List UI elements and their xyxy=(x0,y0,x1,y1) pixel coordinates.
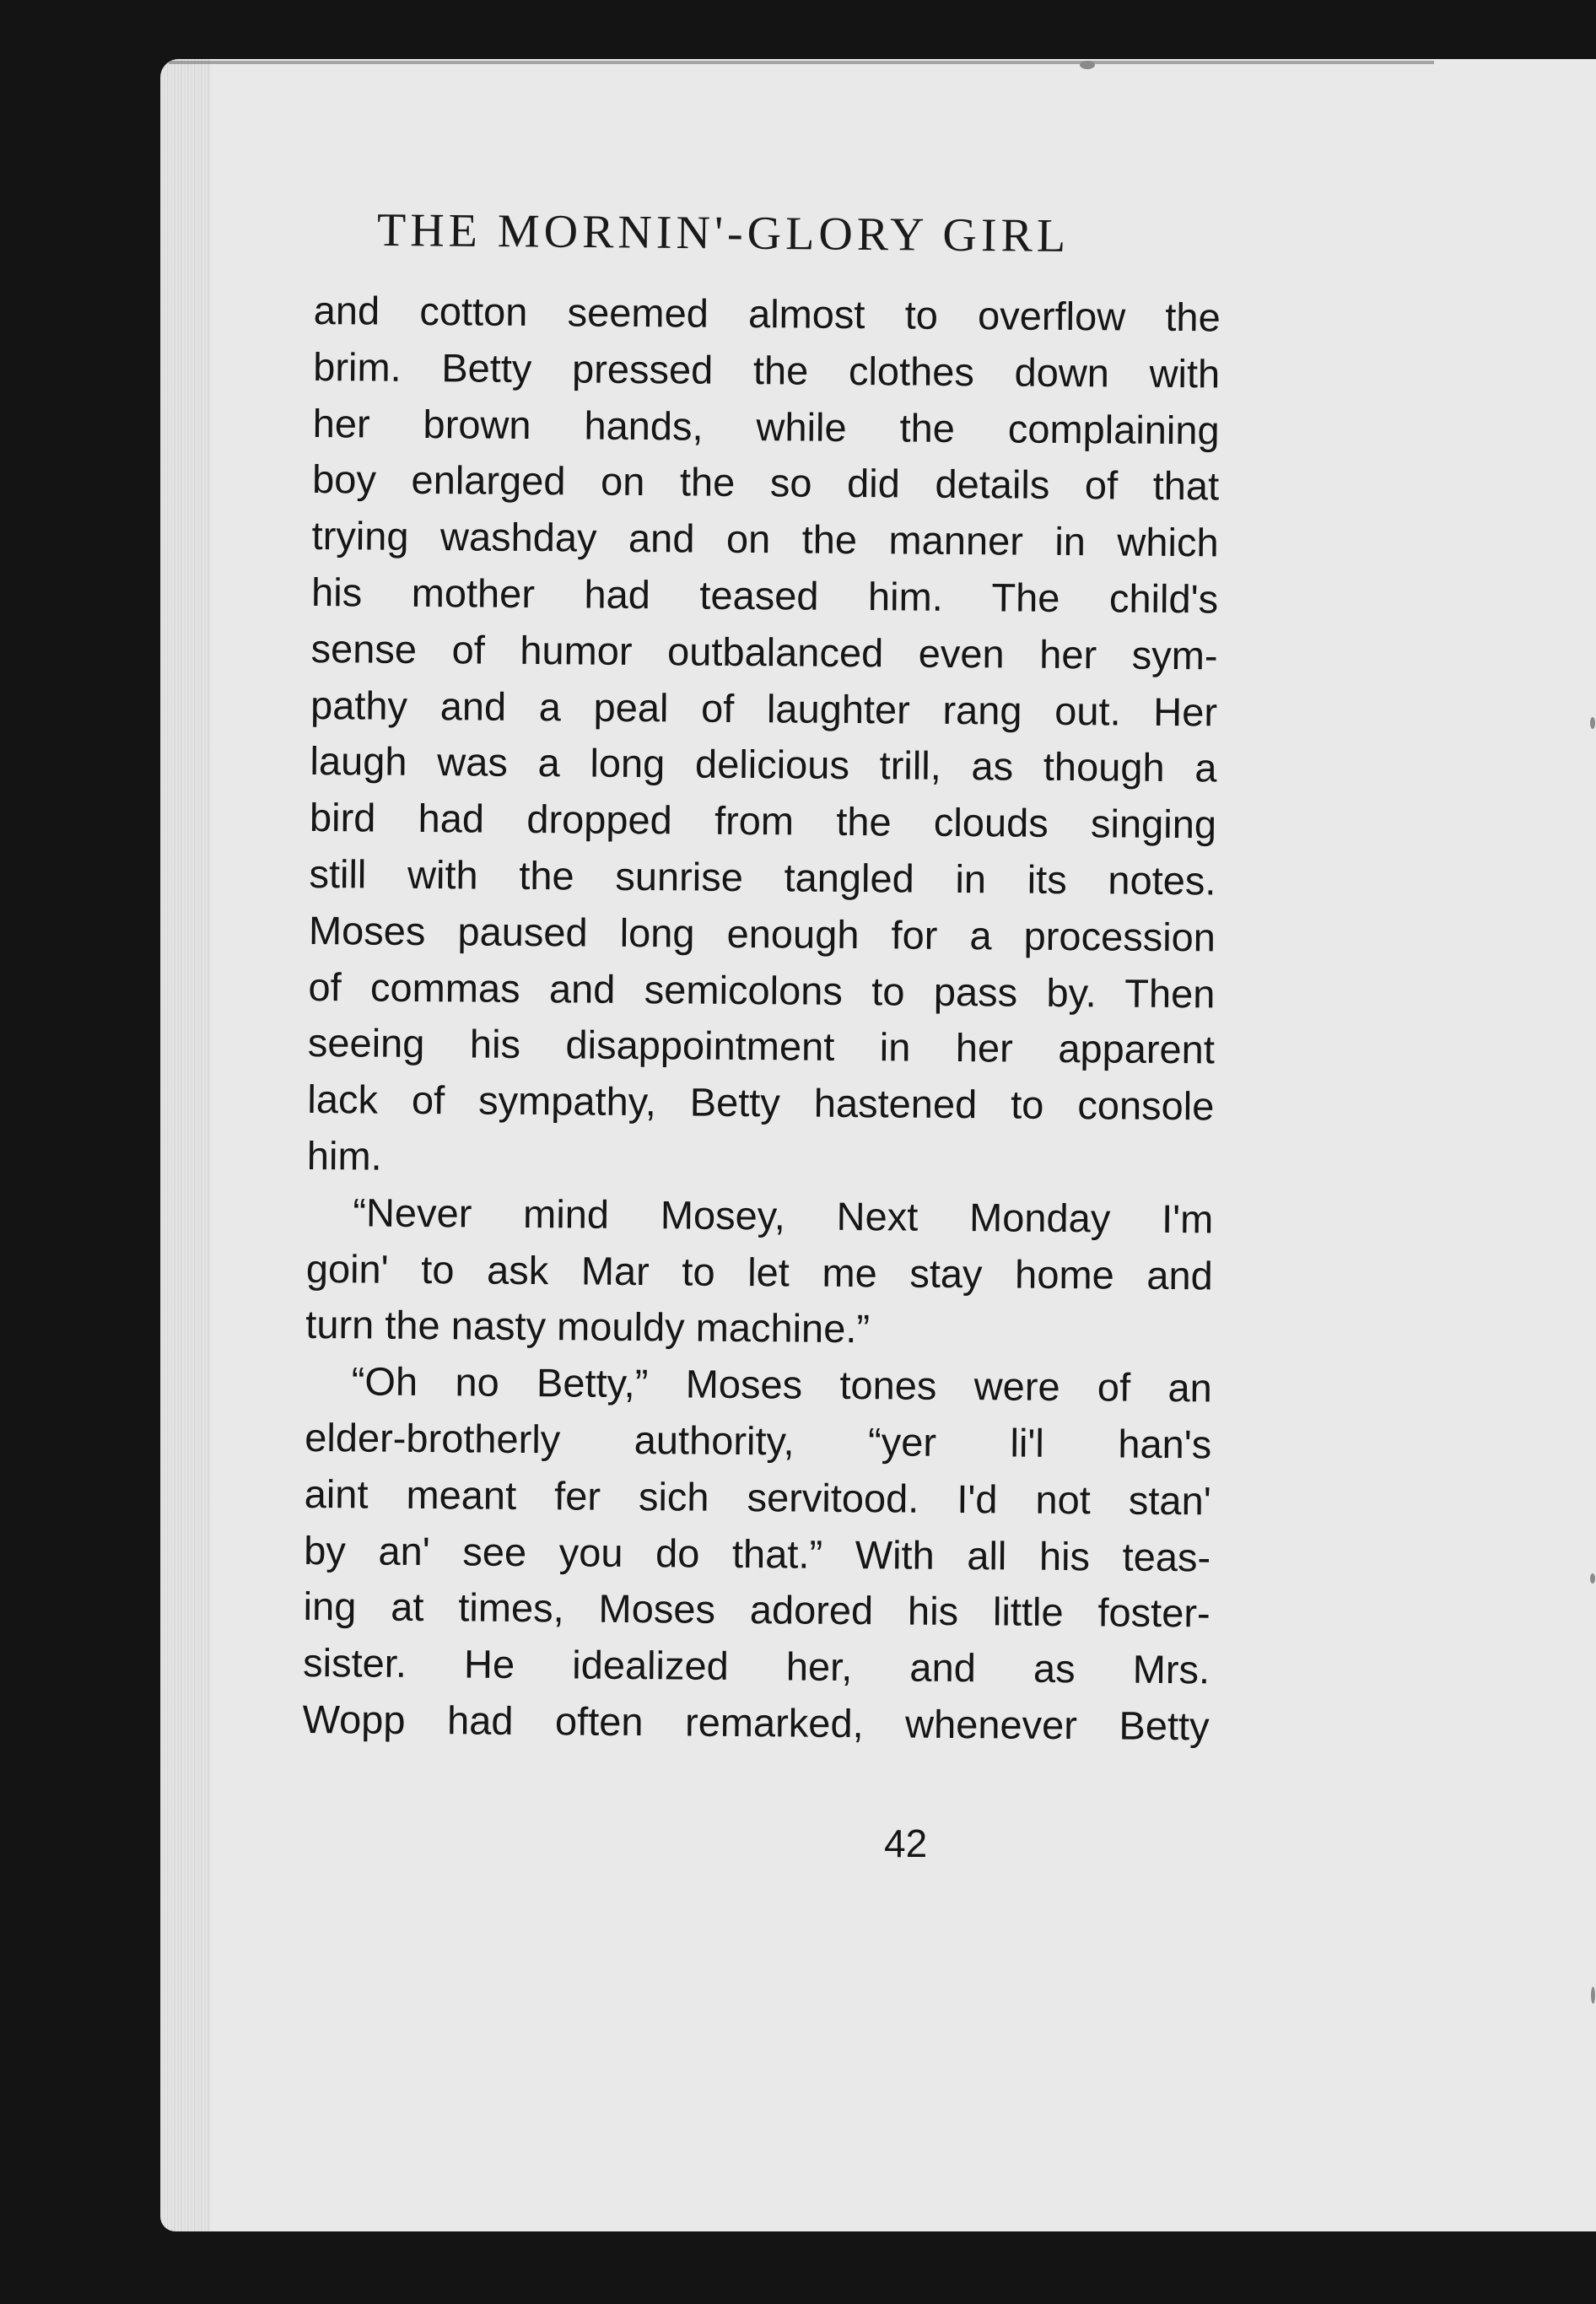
text-line: him. xyxy=(306,1132,382,1179)
text-line: goin' to ask Mar to let me stay home and xyxy=(305,1245,1214,1298)
text-line: of commas and semicolons to pass by. Then xyxy=(308,963,1216,1016)
text-line: elder-brotherly authority, “yer li'l han's xyxy=(305,1414,1212,1467)
text-line: laugh was a long delicious trill, as though a xyxy=(310,738,1217,790)
text-line: trying washday and on the manner in which xyxy=(311,513,1219,565)
scan-speck xyxy=(1590,717,1595,729)
text-line: her brown hands, while the complaining xyxy=(312,400,1220,453)
text-line: “Oh no Betty,” Moses tones were of an xyxy=(351,1358,1212,1411)
text-line: lack of sympathy, Betty hastened to console xyxy=(307,1076,1215,1129)
text-line: and cotton seemed almost to overflow the xyxy=(313,287,1221,340)
text-line: his mother had teased him. The child's xyxy=(310,569,1219,622)
text-line: bird had dropped from the clouds singing xyxy=(309,795,1217,847)
text-line: “Never mind Mosey, Next Monday I'm xyxy=(353,1190,1214,1242)
text-line: aint meant fer sich servitood. I'd not stan' xyxy=(304,1470,1211,1524)
text-line: ing at times, Moses adored his little foster- xyxy=(303,1584,1210,1636)
text-line: seeing his disappointment in her apparent xyxy=(307,1020,1216,1072)
page-top-edge xyxy=(169,61,1434,64)
text-line: still with the sunrise tangled in its notes. xyxy=(309,850,1216,904)
text-line: brim. Betty pressed the clothes down with xyxy=(313,343,1221,397)
text-line: sister. He idealized her, and as Mrs. xyxy=(302,1640,1210,1692)
running-header: THE MORNIN'-GLORY GIRL xyxy=(376,203,1070,263)
text-line: by an' see you do that.” With all his teas- xyxy=(303,1527,1211,1579)
scan-speck xyxy=(1080,61,1095,69)
text-line: sense of humor outbalanced even her sym- xyxy=(310,625,1218,678)
scan-speck xyxy=(1591,1987,1595,2004)
scan-speck xyxy=(1590,1573,1595,1584)
page-number: 42 xyxy=(884,1821,928,1865)
text-line: Moses paused long enough for a procession xyxy=(308,907,1216,960)
text-line: Wopp had often remarked, whenever Betty xyxy=(302,1696,1210,1749)
body-text xyxy=(302,283,1221,1755)
text-line: boy enlarged on the so did details of that xyxy=(311,456,1220,509)
text-line: turn the nasty mouldy machine.” xyxy=(305,1302,871,1352)
text-line: pathy and a peal of laughter rang out. Her xyxy=(310,682,1218,735)
page-edge-stack xyxy=(160,59,211,2231)
